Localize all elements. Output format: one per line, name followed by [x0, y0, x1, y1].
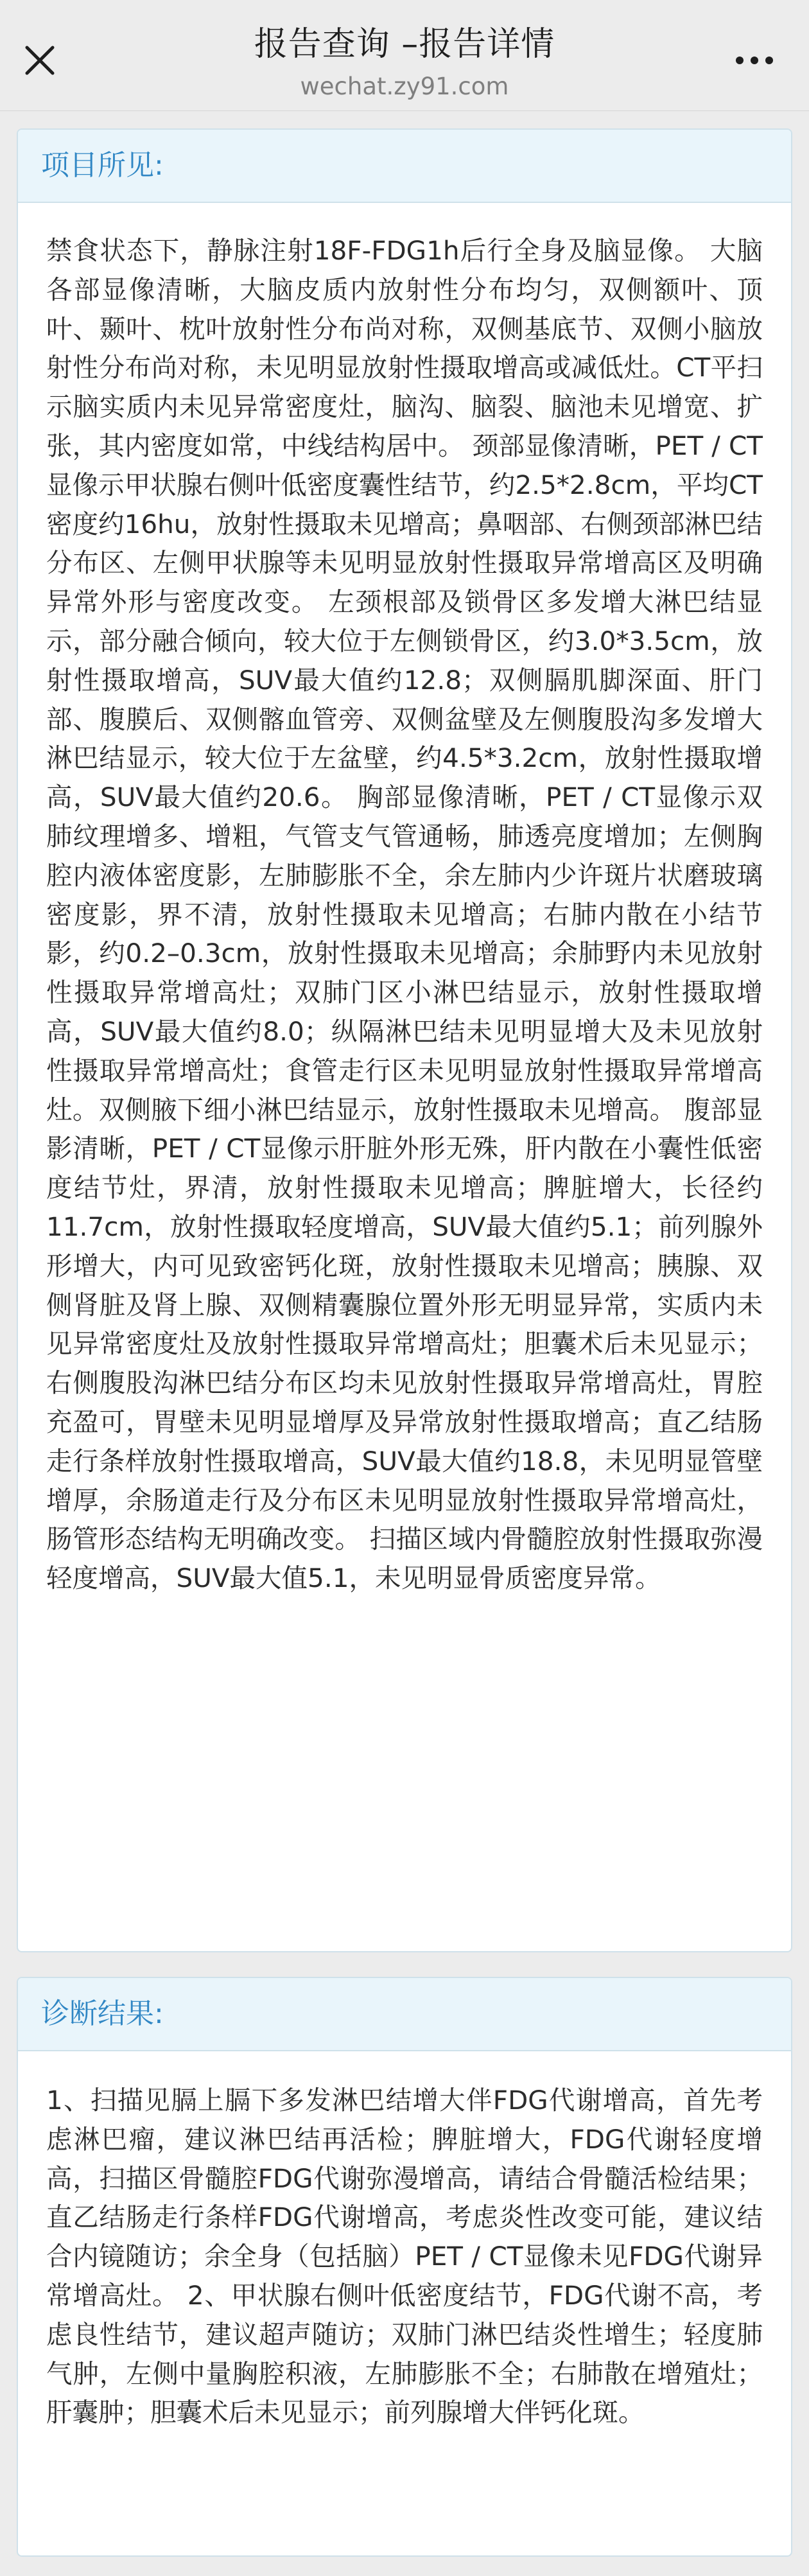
- close-button[interactable]: [17, 37, 63, 83]
- findings-text: 禁食状态下，静脉注射18F-FDG1h后行全身及脑显像。 大脑各部显像清晰，大脑皮质内放射性分布均匀，双侧额叶、顶叶、颞叶、枕叶放射性分布尚对称，双侧基底节、双侧小脑放射性分布尚对称，未见明显放射性摄取增高或减低灶。CT平扫示脑实质内未见异常密度灶，脑沟、脑裂、脑池未见增宽、扩张，其内密度如常，中线结构居中。 颈部显像清晰，PET / CT显像示甲状腺右侧叶低密度囊性结节，约2.5*2.8cm，平均CT密度约16hu，放射性摄取未见增高；鼻咽部、右侧颈部淋巴结分布区、左侧甲状腺等未见明显放射性摄取异常增高区及明确异常外形与密度改变。 左颈根部及锁骨区多发增大淋巴结显示，部分融合倾向，较大位于左侧锁骨区，约3.0*3.5cm，放射性摄取增高，SUV最大值约12.8；双侧膈肌脚深面、肝门部、腹膜后、双侧髂血管旁、双侧盆壁及左侧腹股沟多发增大淋巴结显示，较大位于左盆壁，约4.5*3.2cm，放射性摄取增高，SUV最大值约20.6。 胸部显像清晰，PET / CT显像示双肺纹理增多、增粗，气管支气管通畅，肺透亮度增加；左侧胸腔内液体密度影，左肺膨胀不全，余左肺内少许斑片状磨玻璃密度影，界不清，放射性摄取未见增高；右肺内散在小结节影，约0.2–0.3cm，放射性摄取未见增高；余肺野内未见放射性摄取异常增高灶；双肺门区小淋巴结显示，放射性摄取增高，SUV最大值约8.0；纵隔淋巴结未见明显增大及未见放射性摄取异常增高灶；食管走行区未见明显放射性摄取异常增高灶。双侧腋下细小淋巴结显示，放射性摄取未见增高。 腹部显影清晰，PET / CT显像示肝脏外形无殊，肝内散在小囊性低密度结节灶，界清，放射性摄取未见增高；脾脏增大，长径约11.7cm，放射性摄取轻度增高，SUV最大值约5.1；前列腺外形增大，内可见致密钙化斑，放射性摄取未见增高；胰腺、双侧肾脏及肾上腺、双侧精囊腺位置外形无明显异常，实质内未见异常密度灶及放射性摄取异常增高灶；胆囊术后未见显示；右侧腹股沟淋巴结分布区均未见放射性摄取异常增高灶，胃腔充盈可，胃壁未见明显增厚及异常放射性摄取增高；直乙结肠走行条样放射性摄取增高，SUV最大值约18.8，未见明显管壁增厚，余肠道走行及分布区未见明显放射性摄取异常增高灶，肠管形态结构无明确改变。 扫描区域内骨髓腔放射性摄取弥漫轻度增高，SUV最大值5.1，未见明显骨质密度异常。: [46, 235, 763, 1594]
- title-block: [128, 19, 681, 104]
- more-button[interactable]: [726, 37, 783, 83]
- diagnosis-heading: 诊断结果:: [18, 1978, 791, 2051]
- diagnosis-text: 1、扫描见膈上膈下多发淋巴结增大伴FDG代谢增高，首先考虑淋巴瘤，建议淋巴结再活检；脾脏增大，FDG代谢轻度增高，扫描区骨髓腔FDG代谢弥漫增高，请结合骨髓活检结果；直乙结肠走行条样FDG代谢增高，考虑炎性改变可能，建议结合内镜随访；余全身（包括脑）PET / CT显像未见FDG代谢异常增高灶。 2、甲状腺右侧叶低密度结节，FDG代谢不高，考虑良性结节，建议超声随访；双肺门淋巴结炎性增生；轻度肺气肿，左侧中量胸腔积液，左肺膨胀不全；右肺散在增殖灶；肝囊肿；胆囊术后未见显示；前列腺增大伴钙化斑。: [46, 2085, 763, 2428]
- more-icon: [726, 37, 783, 83]
- findings-heading: 项目所见:: [18, 130, 791, 203]
- page-url: wechat.zy91.com: [300, 73, 509, 100]
- findings-card: [17, 128, 792, 1952]
- diagnosis-card: [17, 1977, 792, 2557]
- page-title: 报告查询 –报告详情: [254, 25, 555, 64]
- top-bar: [0, 0, 809, 111]
- close-icon: [17, 37, 63, 83]
